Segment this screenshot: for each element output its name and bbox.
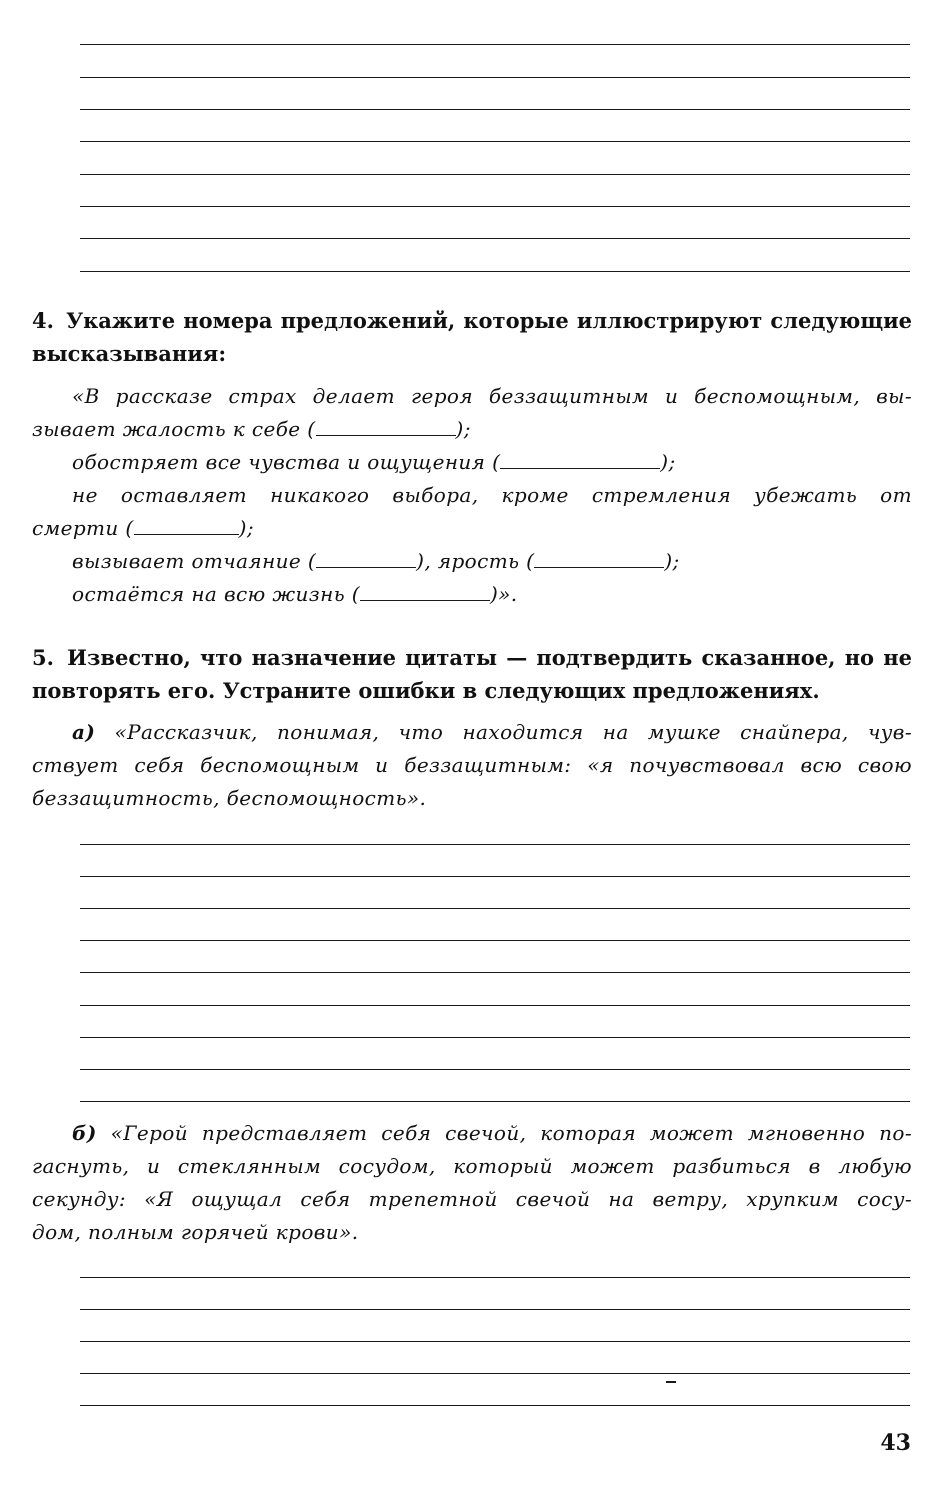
answer-blank[interactable]: [134, 514, 239, 535]
quote-line: [32, 545, 912, 578]
quote-text: гаснуть, и стеклянным сосудом, который может разбиться в любую: [32, 1154, 912, 1178]
quote-text: «Рассказчик, понимая, что находится на мушке снайпера, чув-: [114, 720, 912, 744]
quote-closer: );: [660, 450, 676, 474]
quote-line: [32, 380, 912, 413]
quote-line: [32, 578, 912, 611]
quote-line: [32, 1216, 912, 1249]
item-marker: а): [72, 720, 96, 744]
quote-closer: );: [455, 417, 471, 441]
item-marker: б): [72, 1121, 97, 1145]
answer-line[interactable]: [80, 206, 910, 207]
task-4-quote: [32, 380, 912, 611]
answer-line[interactable]: [80, 1101, 910, 1102]
quote-closer: );: [238, 516, 254, 540]
answer-blank[interactable]: [534, 547, 664, 568]
answer-line[interactable]: [80, 141, 910, 142]
task-5-item-b: [32, 1117, 912, 1249]
task-5-item-a: [32, 716, 912, 815]
answer-blank[interactable]: [500, 448, 660, 469]
answer-line[interactable]: [80, 44, 910, 45]
answer-line[interactable]: [80, 1341, 910, 1342]
task-5-number: 5.: [32, 645, 54, 670]
quote-line: [32, 512, 912, 545]
quote-text: ствует себя беспомощным и беззащитным: «я почувствовал всю свою: [32, 753, 912, 777]
quote-text: зывает жалость к себе (: [32, 417, 316, 441]
answer-blank[interactable]: [316, 415, 456, 436]
answer-blank[interactable]: [316, 547, 416, 568]
task-5-heading-text: Известно, что назначение цитаты — подтвердить сказанное, но не повторять его. Устраните ошибки в следующих предложениях.: [32, 645, 913, 703]
answer-line[interactable]: [80, 1069, 910, 1070]
quote-line: [32, 1183, 912, 1216]
quote-text: смерти (: [32, 516, 134, 540]
answer-line[interactable]: [80, 271, 910, 272]
quote-line: [32, 716, 912, 749]
quote-line: [32, 1150, 912, 1183]
quote-text: не оставляет никакого выбора, кроме стремления убежать от: [72, 483, 912, 507]
answer-line[interactable]: [80, 109, 910, 110]
stray-mark: [666, 1381, 676, 1383]
quote-text: «В рассказе страх делает героя беззащитным и беспомощным, вы-: [72, 384, 912, 408]
quote-text: вызывает отчаяние (: [72, 549, 317, 573]
quote-line: [32, 479, 912, 512]
answer-line[interactable]: [80, 1005, 910, 1006]
answer-line[interactable]: [80, 238, 910, 239]
quote-line: [32, 446, 912, 479]
answer-line[interactable]: [80, 77, 910, 78]
answer-line[interactable]: [80, 972, 910, 973]
quote-text: остаётся на всю жизнь (: [72, 582, 360, 606]
quote-line: [32, 1117, 912, 1150]
quote-text: секунду: «Я ощущал себя трепетной свечой на ветру, хрупким сосу-: [32, 1187, 912, 1211]
page-number: 43: [880, 1430, 911, 1456]
answer-line[interactable]: [80, 1405, 910, 1406]
answer-line[interactable]: [80, 844, 910, 845]
quote-text: ), ярость (: [416, 549, 535, 573]
answer-line[interactable]: [80, 940, 910, 941]
answer-line[interactable]: [80, 174, 910, 175]
task-4-heading: [32, 304, 912, 370]
answer-line[interactable]: [80, 908, 910, 909]
quote-line: [32, 782, 912, 815]
quote-text: дом, полным горячей крови».: [32, 1220, 359, 1244]
answer-line[interactable]: [80, 1373, 910, 1374]
quote-line: [32, 749, 912, 782]
answer-blank[interactable]: [360, 580, 490, 601]
quote-text: «Герой представляет себя свечой, которая может мгновенно по-: [110, 1121, 912, 1145]
quote-line: [32, 413, 912, 446]
quote-closer: )».: [489, 582, 518, 606]
answer-line[interactable]: [80, 1037, 910, 1038]
answer-line[interactable]: [80, 876, 910, 877]
quote-closer: );: [664, 549, 680, 573]
task-5-heading: [32, 641, 912, 707]
answer-line[interactable]: [80, 1309, 910, 1310]
task-4-heading-text: Укажите номера предложений, которые иллюстрируют следующие высказывания:: [32, 308, 913, 366]
quote-text: обостряет все чувства и ощущения (: [72, 450, 501, 474]
task-4-number: 4.: [32, 308, 54, 333]
answer-line[interactable]: [80, 1277, 910, 1278]
quote-text: беззащитность, беспомощность».: [32, 786, 427, 810]
